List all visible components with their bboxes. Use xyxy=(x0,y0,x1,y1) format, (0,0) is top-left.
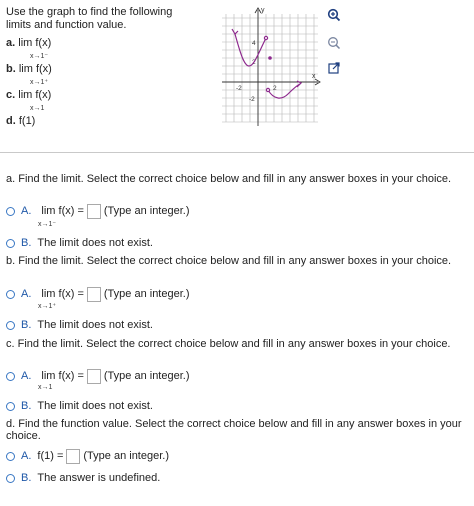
item-letter: c. xyxy=(6,89,16,101)
option-a-B[interactable] xyxy=(6,236,153,250)
answer-input[interactable] xyxy=(66,449,80,464)
answer-input[interactable] xyxy=(87,369,101,384)
limit-sub: x→1 xyxy=(38,384,53,391)
item-sub: x→1 xyxy=(30,105,45,112)
question-d: d. Find the function value. Select the correct choice below and fill in any answer boxes in your choice. xyxy=(6,418,462,442)
radio-button[interactable] xyxy=(6,452,15,461)
option-hint: (Type an integer.) xyxy=(83,450,169,462)
option-expr: lim f(x) = xyxy=(41,288,84,300)
radio-button[interactable] xyxy=(6,321,15,330)
radio-button[interactable] xyxy=(6,402,15,411)
zoom-out-button[interactable] xyxy=(326,35,342,51)
option-expr: lim f(x) = xyxy=(41,205,84,217)
option-hint: (Type an integer.) xyxy=(103,370,190,382)
popout-button[interactable] xyxy=(326,60,342,76)
limit-item-d xyxy=(6,115,186,129)
tick-label-y4: 4 xyxy=(252,40,256,47)
radio-button[interactable] xyxy=(6,239,15,248)
question-b: b. Find the limit. Select the correct choice below and fill in any answer boxes in your choice. xyxy=(6,255,452,267)
radio-button[interactable] xyxy=(6,290,15,299)
question-a: a. Find the limit. Select the correct choice below and fill in any answer boxes in your choice. xyxy=(6,173,452,185)
question-c: c. Find the limit. Select the correct choice below and fill in any answer boxes in your choice. xyxy=(6,338,451,350)
item-expr: lim f(x) xyxy=(18,89,52,101)
limit-sub: x→1⁻ xyxy=(38,221,57,228)
option-b-B[interactable] xyxy=(6,318,153,332)
tick-label-yneg2: -2 xyxy=(249,96,255,103)
limit-item-a xyxy=(6,37,186,63)
option-letter: B. xyxy=(21,472,32,484)
option-letter: B. xyxy=(21,400,32,412)
option-text: The limit does not exist. xyxy=(37,319,153,331)
item-sub: x→1⁺ xyxy=(30,79,49,86)
tick-label-y2: 2 xyxy=(252,59,256,66)
option-c-B[interactable] xyxy=(6,399,153,413)
item-letter: b. xyxy=(6,63,16,75)
problem-statement xyxy=(6,6,186,129)
option-letter: A. xyxy=(21,288,32,300)
zoom-out-icon xyxy=(327,36,341,50)
option-letter: A. xyxy=(21,450,32,462)
answer-input[interactable] xyxy=(87,204,101,219)
tick-label-x2: 2 xyxy=(273,85,277,92)
option-c-A[interactable] xyxy=(6,369,190,383)
option-b-A[interactable] xyxy=(6,287,190,301)
problem-text: Use the graph to find the following limits and function value. xyxy=(6,6,173,31)
limit-item-c xyxy=(6,89,186,115)
answer-input[interactable] xyxy=(87,287,101,302)
x-axis-label: x xyxy=(312,73,316,80)
limit-sub: x→1⁺ xyxy=(38,303,57,310)
option-letter: B. xyxy=(21,319,32,331)
option-hint: (Type an integer.) xyxy=(103,288,190,300)
option-d-B[interactable] xyxy=(6,471,160,485)
limit-list xyxy=(6,37,186,129)
option-a-A[interactable] xyxy=(6,204,190,218)
item-sub: x→1⁻ xyxy=(30,53,49,60)
item-expr: lim f(x) xyxy=(18,37,52,49)
zoom-in-icon xyxy=(327,8,341,22)
function-graph[interactable] xyxy=(222,4,322,128)
option-expr: f(1) = xyxy=(37,450,64,462)
graph-grid xyxy=(222,14,318,122)
limit-item-b xyxy=(6,63,186,89)
option-letter: A. xyxy=(21,205,32,217)
section-divider xyxy=(0,152,474,153)
y-axis-label: y xyxy=(261,7,265,14)
option-text: The answer is undefined. xyxy=(37,472,161,484)
tick-label-xneg2: -2 xyxy=(236,85,242,92)
option-text: The limit does not exist. xyxy=(37,400,153,412)
option-letter: A. xyxy=(21,370,32,382)
option-letter: B. xyxy=(21,237,32,249)
popout-icon xyxy=(327,61,341,75)
item-letter: d. xyxy=(6,115,16,127)
option-text: The limit does not exist. xyxy=(37,237,153,249)
option-expr: lim f(x) = xyxy=(41,370,84,382)
option-hint: (Type an integer.) xyxy=(103,205,190,217)
radio-button[interactable] xyxy=(6,372,15,381)
radio-button[interactable] xyxy=(6,207,15,216)
item-expr: f(1) xyxy=(18,115,36,127)
option-d-A[interactable] xyxy=(6,449,169,463)
zoom-in-button[interactable] xyxy=(326,7,342,23)
item-letter: a. xyxy=(6,37,16,49)
radio-button[interactable] xyxy=(6,474,15,483)
function-curve xyxy=(232,29,301,98)
item-expr: lim f(x) xyxy=(18,63,52,75)
